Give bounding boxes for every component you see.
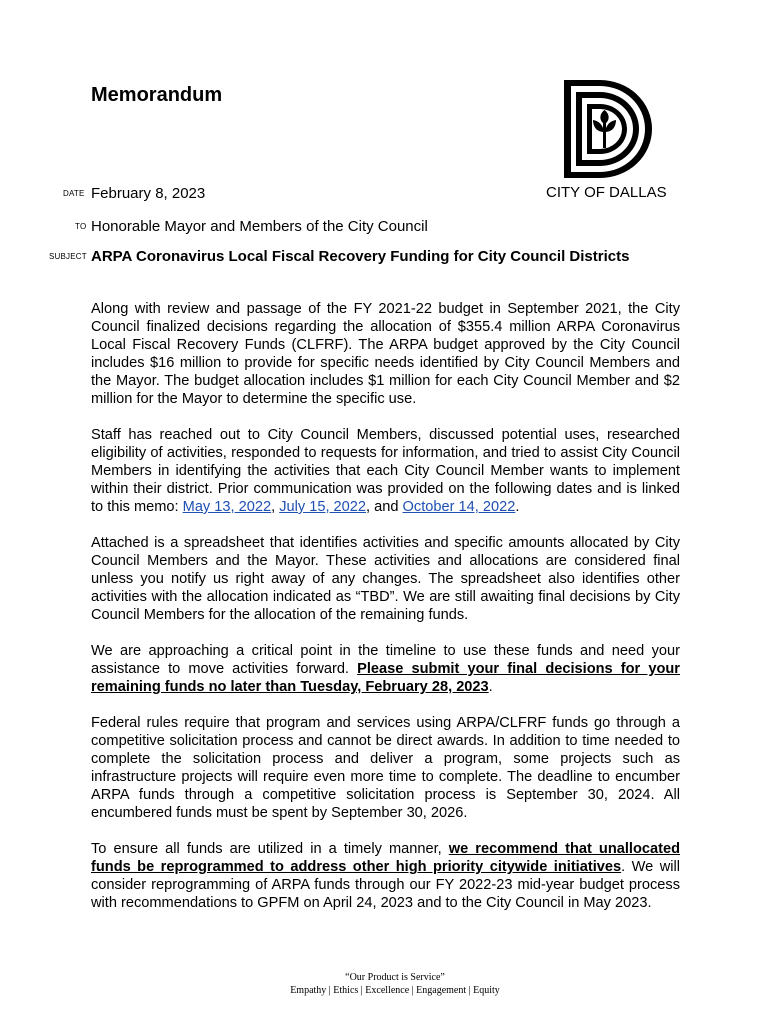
memo-footer: [0, 971, 770, 997]
link-separator: , and: [366, 499, 403, 515]
memo-link-may-13-2022[interactable]: May 13, 2022: [182, 499, 272, 515]
organization-name: CITY OF DALLAS: [546, 184, 667, 201]
paragraph-deadline: [91, 642, 680, 696]
memo-recipient: Honorable Mayor and Members of the City Council: [91, 218, 428, 235]
memo-date: February 8, 2023: [91, 185, 206, 202]
recommendation-emphasis: we recommend that unallocated funds be reprogrammed to address other high priority citywide initiatives: [91, 841, 680, 875]
memo-title: Memorandum: [91, 84, 223, 106]
link-separator: ,: [271, 499, 280, 515]
paragraph-outreach: [91, 426, 680, 516]
date-label: DATE: [63, 189, 85, 198]
paragraph-reprogramming: [91, 840, 680, 912]
sentence-end: .: [515, 499, 520, 515]
paragraph-spreadsheet: Attached is a spreadsheet that identifies activities and specific amounts allocated by City Council Members and the Mayor. These activities and allocations are considered final unless you notify us right away of any changes. The spreadsheet also identifies other activities with the allocation indicated as “TBD”. We are still awaiting final decisions by City Council Members for the allocation of the remaining funds.: [91, 535, 680, 623]
memo-subject: ARPA Coronavirus Local Fiscal Recovery Funding for City Council Districts: [91, 248, 630, 265]
paragraph-outreach-text: Staff has reached out to City Council Members, discussed potential uses, researched eligibility of activities, responded to requests for information, and tried to assist City Council Members in identifying the activities that each City Council Member wants to implement within their district. Prior communication was provided on the following dates and is linked to this memo:: [91, 427, 680, 515]
memo-body: [91, 300, 680, 930]
sentence-end: .: [488, 679, 493, 695]
to-label: TO: [75, 222, 87, 231]
subject-label: SUBJECT: [49, 252, 87, 261]
city-of-dallas-logo-icon: [560, 80, 652, 178]
memo-link-july-15-2022[interactable]: July 15, 2022: [279, 499, 367, 515]
paragraph-budget-background: Along with review and passage of the FY 2021-22 budget in September 2021, the City Council finalized decisions regarding the allocation of $355.4 million ARPA Coronavirus Local Fiscal Recovery Funds (CLFRF). The ARPA budget approved by the City Council includes $16 million to provide for specific needs identified by City Council Members and the Mayor. The budget allocation includes $1 million for each City Council Member and $2 million for the Mayor to determine the specific use.: [91, 301, 680, 407]
deadline-emphasis: Please submit your final decisions for your remaining funds no later than Tuesday, February 28, 2023: [91, 661, 680, 695]
paragraph-deadline-text: We are approaching a critical point in the timeline to use these funds and need your assistance to move activities forward.: [91, 643, 680, 677]
footer-motto: “Our Product is Service”: [345, 972, 445, 983]
paragraph-reprogramming-text: To ensure all funds are utilized in a timely manner,: [91, 841, 449, 857]
footer-values: Empathy | Ethics | Excellence | Engagement | Equity: [290, 985, 500, 996]
paragraph-reprogramming-end: . We will consider reprogramming of ARPA funds through our FY 2022-23 mid-year budget process with recommendations to GPFM on April 24, 2023 and to the City Council in May 2023.: [91, 859, 680, 911]
paragraph-federal-rules: Federal rules require that program and services using ARPA/CLFRF funds go through a competitive solicitation process and cannot be direct awards. In addition to time needed to complete the solicitation process and deliver a program, some projects such as infrastructure projects will require even more time to complete. The deadline to encumber ARPA funds through a competitive solicitation process is September 30, 2024. All encumbered funds must be spent by September 30, 2026.: [91, 715, 680, 821]
memo-link-october-14-2022[interactable]: October 14, 2022: [402, 499, 516, 515]
